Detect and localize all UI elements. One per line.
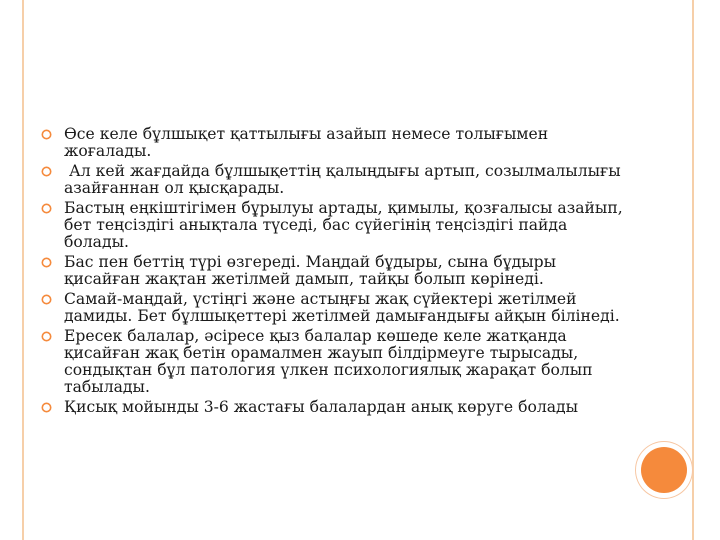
bullet-text-2: Ал кей жағдайда бұлшықеттің қалыңдығы артып, созылмалылығы азайғаннан ол қысқарады. (64, 162, 626, 197)
bullet-text-3: Бастың еңкіштігімен бұрылуы артады, қимылы, қозғалысы азайып, бет теңсіздігі анықтала түседі, бас сүйегінің теңсіздігі пайда болады. (64, 199, 628, 251)
orange-circle-decoration (641, 447, 687, 493)
bullet-item-4 (40, 254, 630, 288)
bullet-text-6: Ересек балалар, әсіресе қыз балалар көшеде келе жатқанда қисайған жақ бетін орамалмен жауып білдірмеуге тырысады, сондықтан бұл патология үлкен психологиялық жарақат болып табылады. (64, 327, 598, 396)
hollow-orange-circle-icon (40, 128, 53, 141)
bullet-item-2 (40, 163, 630, 197)
hollow-orange-circle-icon (40, 165, 53, 178)
bullet-text-7: Қисық мойынды 3-6 жастағы балалардан анық көруге болады (64, 398, 579, 416)
bullet-item-6 (40, 328, 630, 396)
bullet-text-5: Самай-маңдай, үстіңгі және астыңғы жақ сүйектері жетілмей дамиды. Бет бұлшықеттері жетілмей дамығандығы айқын білінеді. (64, 290, 620, 325)
right-decorative-rule (692, 0, 694, 540)
bullet-item-3 (40, 200, 630, 251)
bullet-text-4: Бас пен беттің түрі өзгереді. Маңдай бұдыры, сына бұдыры қисайған жақтан жетілмей дамып, тайқы болып көрінеді. (64, 253, 561, 288)
bullet-item-1 (40, 126, 630, 160)
bullet-item-5 (40, 291, 630, 325)
bullet-text-1: Өсе келе бұлшықет қаттылығы азайып немесе толығымен жоғалады. (64, 125, 554, 160)
hollow-orange-circle-icon (40, 330, 53, 343)
bullet-item-7 (40, 399, 630, 416)
left-decorative-rule (22, 0, 24, 540)
bullet-list (40, 126, 630, 419)
hollow-orange-circle-icon (40, 256, 53, 269)
hollow-orange-circle-icon (40, 293, 53, 306)
hollow-orange-circle-icon (40, 401, 53, 414)
hollow-orange-circle-icon (40, 202, 53, 215)
